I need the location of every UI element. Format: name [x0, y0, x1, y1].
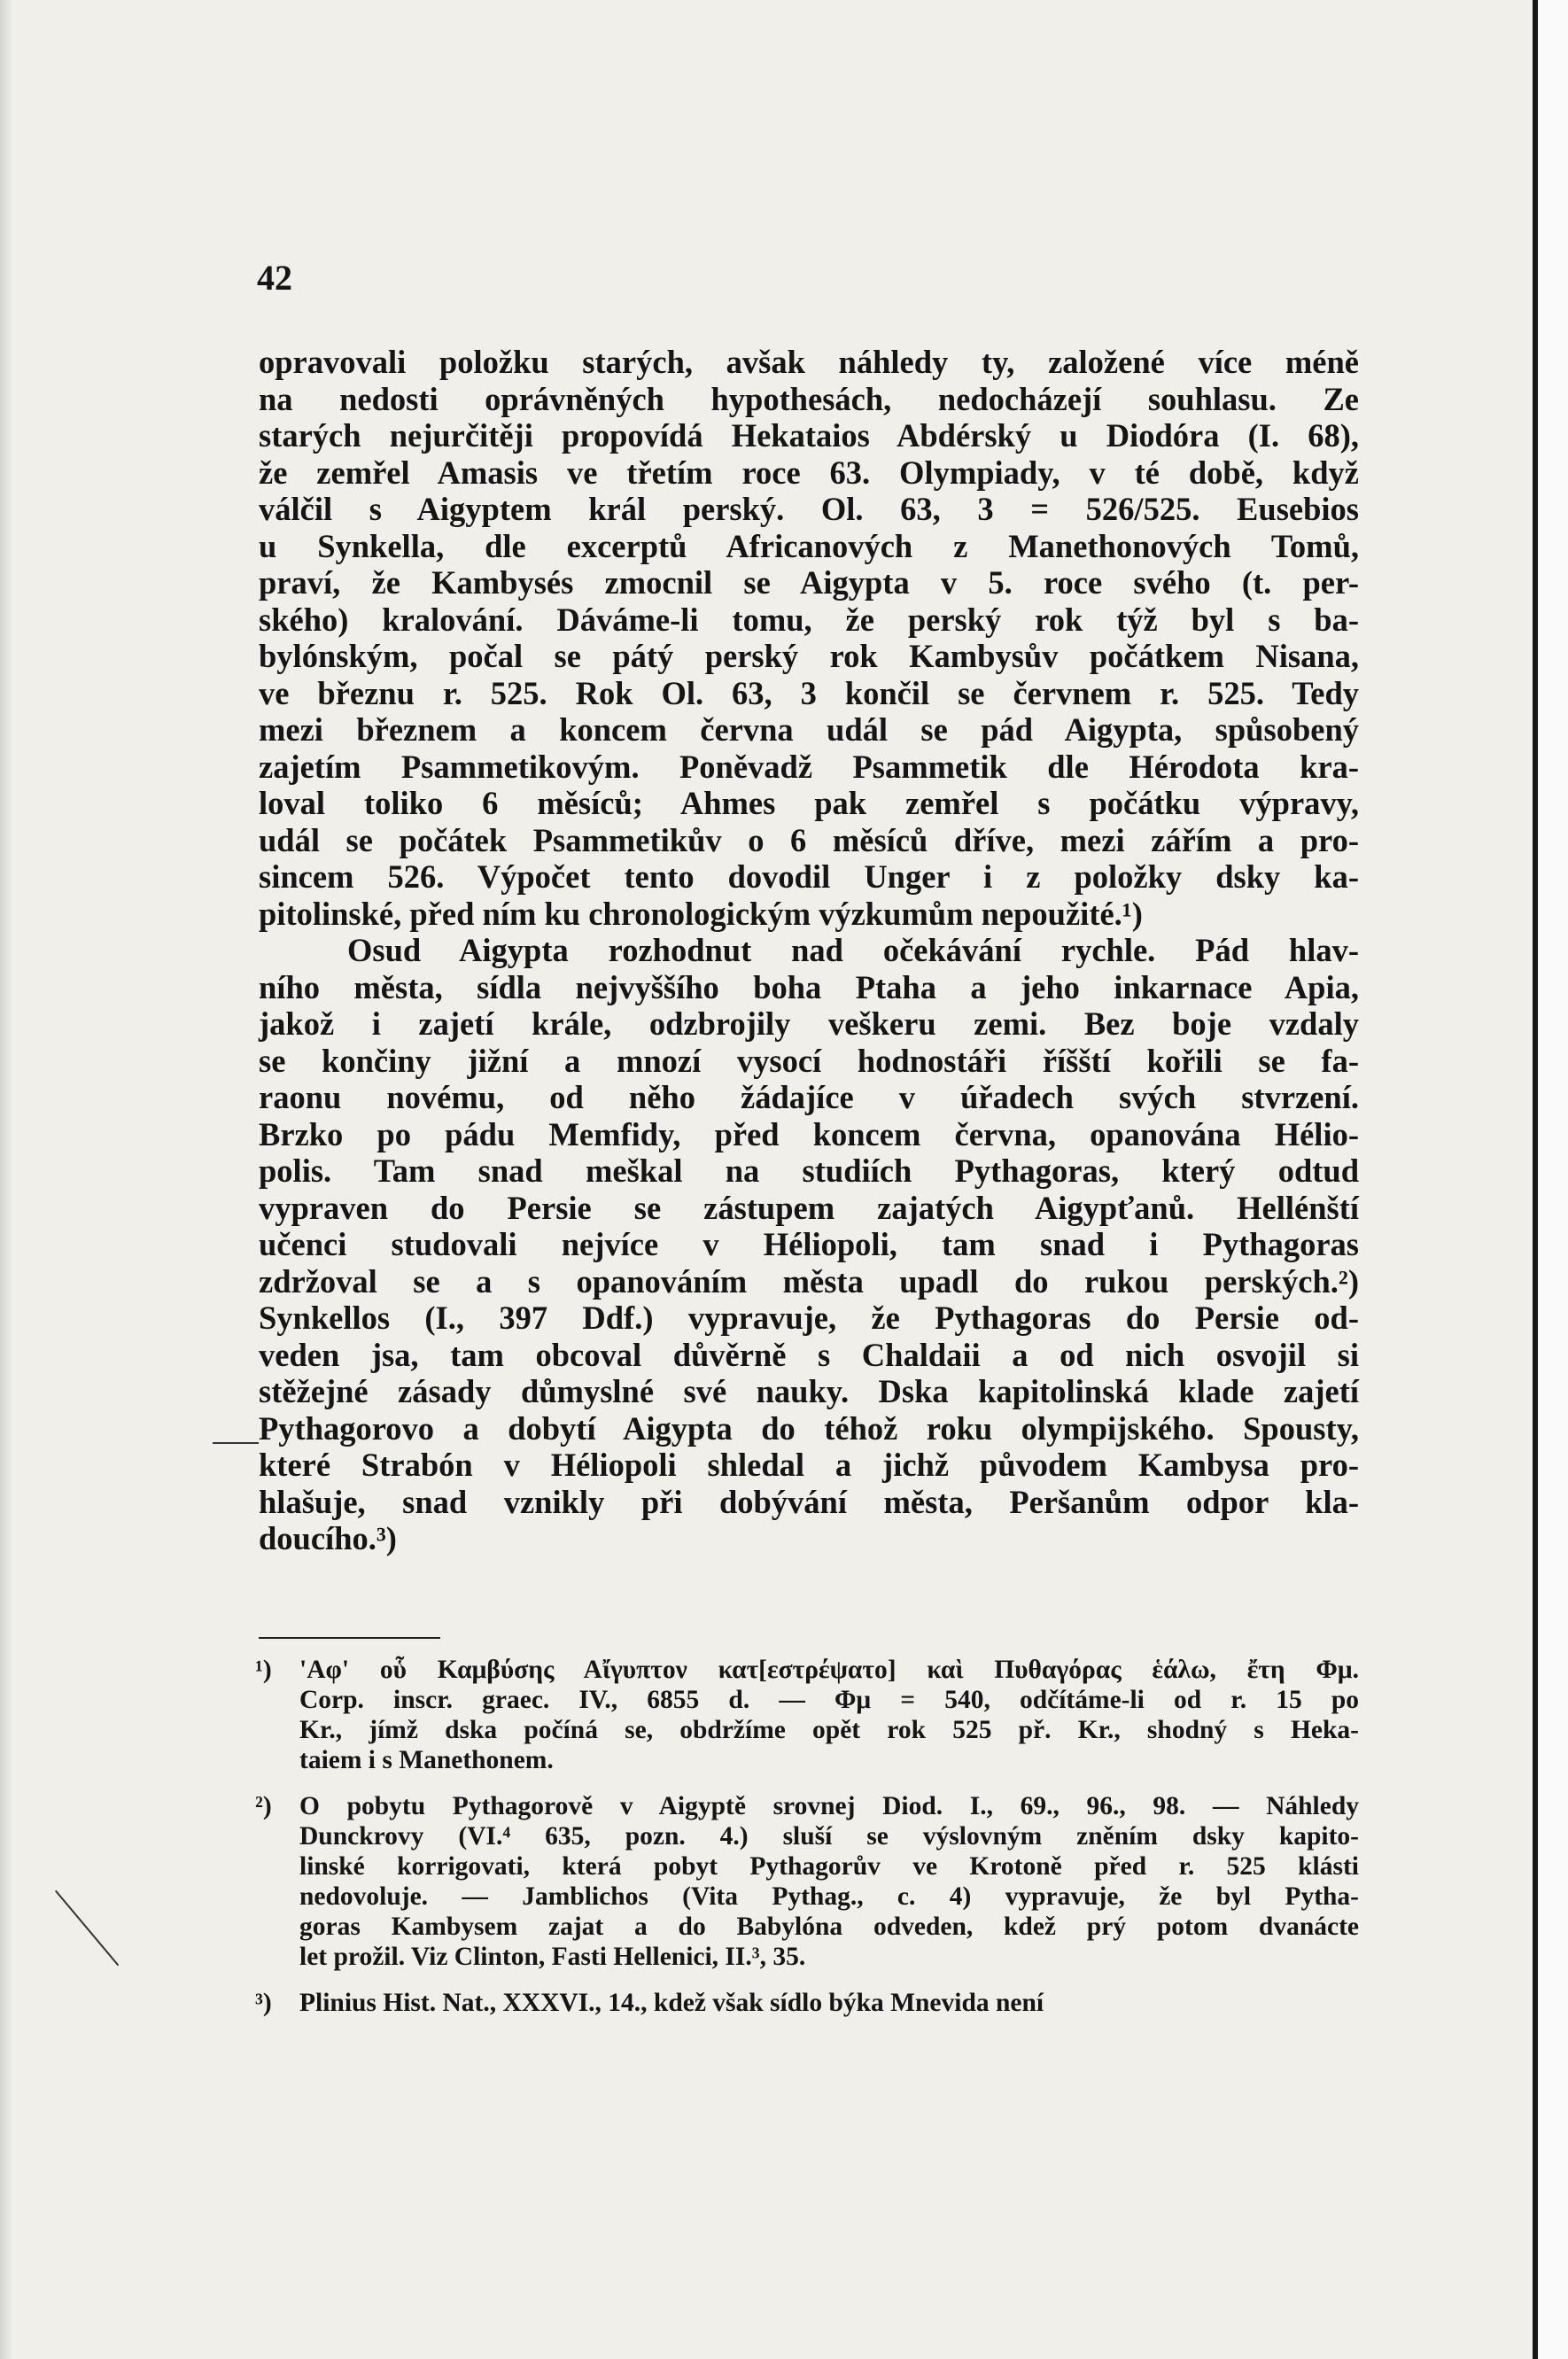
text-line: které Strabón v Héliopoli shledal a jichž původem Kambysa pro- [259, 1447, 1359, 1483]
text-line: loval toliko 6 měsíců; Ahmes pak zemřel s počátku výpravy, [259, 785, 1359, 821]
footnote-line: goras Kambysem zajat a do Babylóna odveden, kdež prý potom dvanácte [299, 1913, 1359, 1941]
text-line: sincem 526. Výpočet tento dovodil Unger i z položky dsky ka- [259, 858, 1359, 895]
footnotes [255, 1655, 1359, 2034]
text-line: zajetím Psammetikovým. Poněvadž Psammetik dle Hérodota kra- [259, 748, 1359, 785]
body-text [259, 344, 1359, 1557]
footnote-line: O pobytu Pythagorově v Aigyptě srovnej Diod. I., 69., 96., 98. — Náhledy [299, 1792, 1359, 1820]
text-line: válčil s Aigyptem král perský. Ol. 63, 3 = 526/525. Eusebios [259, 491, 1359, 527]
text-line: mezi březnem a koncem června udál se pád Aigypta, spůsobený [259, 711, 1359, 748]
page-number: 42 [257, 258, 292, 298]
footnote-marker: ²) [255, 1792, 272, 1820]
footnote-separator [259, 1637, 440, 1639]
text-line: jakož i zajetí krále, odzbrojily veškeru zemi. Bez boje vzdaly [259, 1005, 1359, 1042]
text-line: praví, že Kambysés zmocnil se Aigypta v 5. roce svého (t. per- [259, 564, 1359, 601]
text-line: doucího.³) [259, 1520, 397, 1556]
text-line: na nedosti oprávněných hypothesách, nedocházejí souhlasu. Ze [259, 380, 1359, 417]
footnote-line: taiem i s Manethonem. [299, 1746, 554, 1774]
footnote-line: let prožil. Viz Clinton, Fasti Hellenici, II.³, 35. [299, 1943, 806, 1971]
text-line: udál se počátek Psammetikův o 6 měsíců dříve, mezi zářím a pro- [259, 821, 1359, 858]
text-line: stěžejné zásady důmyslné své nauky. Dska kapitolinská klade zajetí [259, 1373, 1359, 1409]
text-line: Brzko po pádu Memfidy, před koncem června, opanována Hélio- [259, 1115, 1359, 1152]
text-line: pitolinské, před ním ku chronologickým výzkumům nepoužité.¹) [259, 895, 1143, 932]
margin-pen-mark [213, 1442, 259, 1444]
footnote-line: linské korrigovati, která pobyt Pythagorův ve Krotoně před r. 525 klásti [299, 1852, 1359, 1881]
text-line: učenci studovali nejvíce v Héliopoli, tam snad i Pythagoras [259, 1226, 1359, 1262]
paragraph-2 [259, 932, 1359, 1557]
text-line: opravovali položku starých, avšak náhledy ty, založené více méně [259, 344, 1359, 380]
footnote-line: Corp. inscr. graec. IV., 6855 d. — Φμ = 540, odčítáme-li od r. 15 po [299, 1686, 1359, 1714]
page-left-edge [0, 0, 12, 2359]
text-line: se končiny jižní a mnozí vysocí hodnostáři říšští kořili se fa- [259, 1042, 1359, 1079]
text-line: veden jsa, tam obcoval důvěrně s Chaldaii a od nich osvojil si [259, 1336, 1359, 1373]
text-line: bylónským, počal se pátý perský rok Kambysův počátkem Nisana, [259, 638, 1359, 674]
text-line: u Synkella, dle excerptů Africanových z Manethonových Tomů, [259, 527, 1359, 564]
text-line: raonu novému, od něho žádajíce v úřadech svých stvrzení. [259, 1079, 1359, 1115]
footnote-line: nedovoluje. — Jamblichos (Vita Pythag., c. 4) vypravuje, že byl Pytha- [299, 1882, 1359, 1911]
text-line: Osud Aigypta rozhodnut nad očekávání rychle. Pád hlav- [347, 932, 1359, 968]
text-line: hlašuje, snad vznikly při dobývání města, Peršanům odpor kla- [259, 1483, 1359, 1520]
footnote-line: Dunckrovy (VI.⁴ 635, pozn. 4.) sluší se výslovným zněním dsky kapito- [299, 1822, 1359, 1851]
scan-margin [1538, 0, 1568, 2359]
footnote-3 [255, 1988, 1359, 2018]
text-line: ského) kralování. Dáváme-li tomu, že perský rok týž byl s ba- [259, 601, 1359, 638]
footnote-line: 'Αφ' οὗ Καμβύσης Αἴγυπτον κατ[εστρέψατο] καὶ Πυθαγόρας ἑάλω, ἔτη Φμ. [299, 1656, 1359, 1684]
text-line: Pythagorovo a dobytí Aigypta do téhož roku olympijského. Spousty, [259, 1409, 1359, 1447]
text-line: vypraven do Persie se zástupem zajatých Aigypťanů. Hellénští [259, 1189, 1359, 1226]
footnote-2 [255, 1791, 1359, 1972]
text-line: polis. Tam snad meškal na studiích Pythagoras, který odtud [259, 1152, 1359, 1189]
text-line: ve březnu r. 525. Rok Ol. 63, 3 končil se červnem r. 525. Tedy [259, 674, 1359, 711]
text-line: starých nejurčitěji propovídá Hekataios Abdérský u Diodóra (I. 68), [259, 417, 1359, 454]
margin-pen-mark [55, 1890, 119, 1967]
text-line: ního města, sídla nejvyššího boha Ptaha a jeho inkarnace Apia, [259, 968, 1359, 1005]
footnote-marker: ³) [255, 1989, 272, 2017]
paragraph-1 [259, 344, 1359, 932]
text-line: že zemřel Amasis ve třetím roce 63. Olympiady, v té době, když [259, 454, 1359, 491]
text-line: zdržoval se a s opanováním města upadl do rukou perských.²) [259, 1262, 1359, 1300]
footnote-line: Plinius Hist. Nat., XXXVI., 14., kdež však sídlo býka Mnevida není [299, 1989, 1044, 2017]
text-line: Synkellos (I., 397 Ddf.) vypravuje, že Pythagoras do Persie od- [259, 1300, 1359, 1336]
footnote-1 [255, 1655, 1359, 1775]
footnote-line: Kr., jímž dska počíná se, obdržíme opět rok 525 př. Kr., shodný s Heka- [299, 1716, 1359, 1744]
footnote-marker: ¹) [255, 1656, 272, 1684]
